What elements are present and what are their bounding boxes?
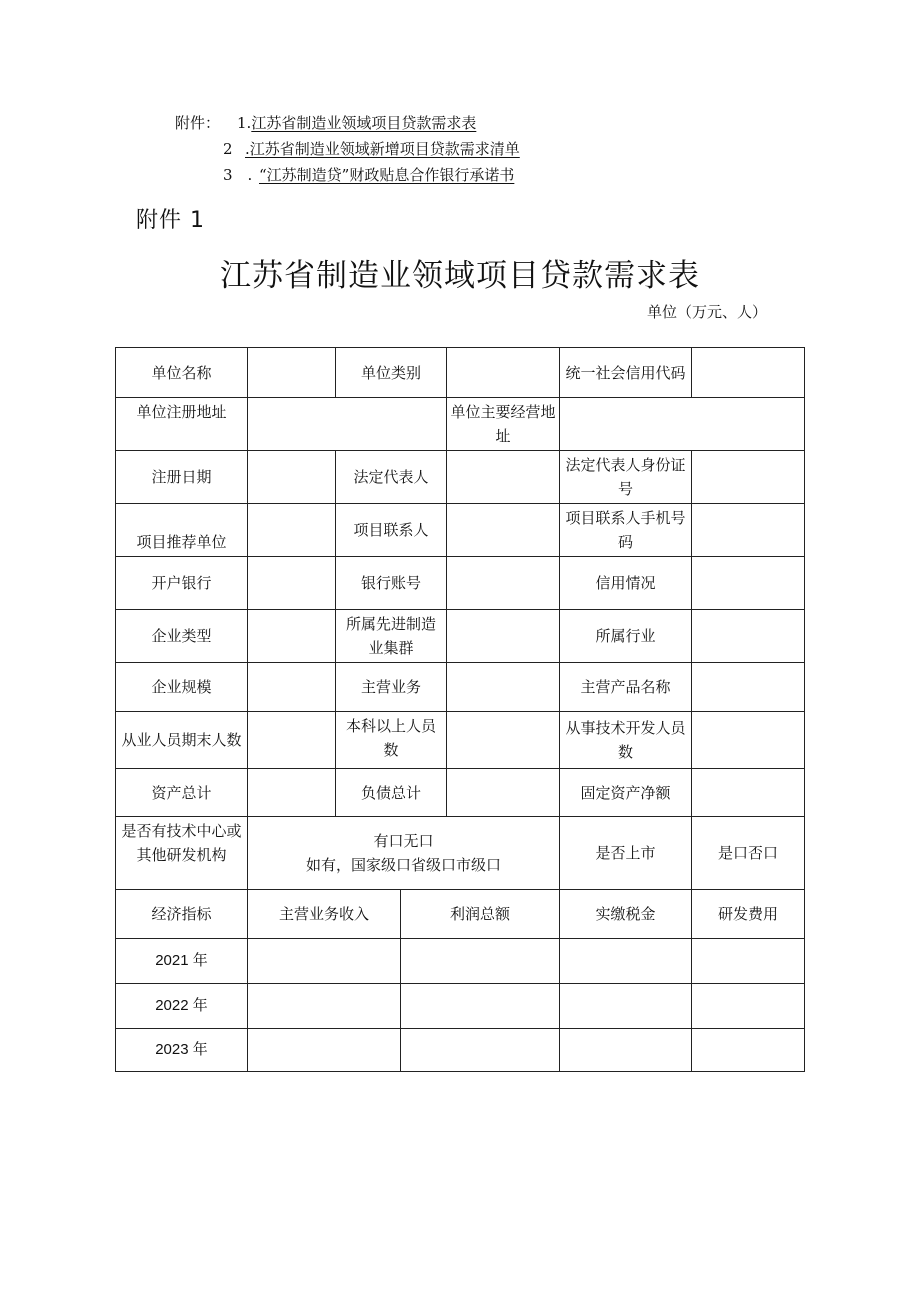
input-rd-2021[interactable] — [692, 939, 805, 984]
loan-demand-form — [115, 347, 805, 1072]
table-row — [116, 348, 805, 398]
input-account[interactable] — [447, 557, 560, 610]
year-label: 2022 年 — [116, 984, 248, 1029]
header-main-revenue: 主营业务收入 — [248, 890, 401, 939]
label-cluster: 所属先进制造业集群 — [336, 610, 447, 663]
label-registration-date: 注册日期 — [116, 451, 248, 504]
table-row — [116, 712, 805, 769]
input-fixed-assets[interactable] — [692, 769, 805, 817]
input-revenue-2022[interactable] — [248, 984, 401, 1029]
input-taxes-2023[interactable] — [560, 1029, 692, 1072]
table-row — [116, 939, 805, 984]
label-unit-name: 单位名称 — [116, 348, 248, 398]
input-taxes-2022[interactable] — [560, 984, 692, 1029]
table-row — [116, 504, 805, 557]
listed-options[interactable]: 是口否口 — [692, 817, 805, 890]
label-employees: 从业人员期末人数 — [116, 712, 248, 769]
label-credit-status: 信用情况 — [560, 557, 692, 610]
header-rd-expense: 研发费用 — [692, 890, 805, 939]
input-total-assets[interactable] — [248, 769, 336, 817]
header-total-profit: 利润总额 — [401, 890, 560, 939]
input-cluster[interactable] — [447, 610, 560, 663]
annex-label: 附件 1 — [136, 208, 205, 233]
label-rd-center: 是否有技术中心或其他研发机构 — [116, 817, 248, 890]
attachment-prefix: 附件： — [175, 114, 221, 132]
attachment-number: 1. — [237, 114, 252, 132]
label-contact-phone: 项目联系人手机号码 — [560, 504, 692, 557]
attachment-title[interactable]: 江苏省制造业领域项目贷款需求表 — [251, 114, 477, 132]
input-profit-2023[interactable] — [401, 1029, 560, 1072]
table-row — [116, 984, 805, 1029]
label-legal-rep: 法定代表人 — [336, 451, 447, 504]
attachment-list — [175, 110, 520, 188]
input-rd-staff[interactable] — [692, 712, 805, 769]
label-registered-address: 单位注册地址 — [116, 398, 248, 451]
attachment-number: 2 — [223, 140, 233, 158]
attachment-title[interactable]: “江苏制造贷”财政贴息合作银行承诺书 — [259, 166, 515, 184]
input-unit-type[interactable] — [447, 348, 560, 398]
input-rd-2023[interactable] — [692, 1029, 805, 1072]
label-listed: 是否上市 — [560, 817, 692, 890]
table-row — [116, 557, 805, 610]
label-main-address: 单位主要经营地址 — [447, 398, 560, 451]
attachment-item-2[interactable] — [175, 136, 520, 162]
input-profit-2022[interactable] — [401, 984, 560, 1029]
input-total-liabilities[interactable] — [447, 769, 560, 817]
rd-center-option-level[interactable]: 如有，国家级口省级口市级口 — [306, 856, 502, 874]
label-main-business: 主营业务 — [336, 663, 447, 712]
attachment-number: 3 . — [223, 166, 253, 184]
attachment-item-3[interactable] — [175, 162, 520, 188]
input-revenue-2023[interactable] — [248, 1029, 401, 1072]
year-label: 2023 年 — [116, 1029, 248, 1072]
label-total-assets: 资产总计 — [116, 769, 248, 817]
input-registration-date[interactable] — [248, 451, 336, 504]
input-registered-address[interactable] — [248, 398, 447, 451]
label-scale: 企业规模 — [116, 663, 248, 712]
label-rd-staff: 从事技术开发人员数 — [560, 712, 692, 769]
input-profit-2021[interactable] — [401, 939, 560, 984]
label-recommending-unit: 项目推荐单位 — [116, 504, 248, 557]
input-contact-person[interactable] — [447, 504, 560, 557]
input-unit-name[interactable] — [248, 348, 336, 398]
label-fixed-assets: 固定资产净额 — [560, 769, 692, 817]
input-legal-rep[interactable] — [447, 451, 560, 504]
table-row — [116, 398, 805, 451]
rd-center-options — [248, 817, 560, 890]
label-bachelor-plus: 本科以上人员数 — [336, 712, 447, 769]
label-account: 银行账号 — [336, 557, 447, 610]
table-row — [116, 451, 805, 504]
label-credit-code: 统一社会信用代码 — [560, 348, 692, 398]
input-enterprise-type[interactable] — [248, 610, 336, 663]
input-taxes-2021[interactable] — [560, 939, 692, 984]
page-title: 江苏省制造业领域项目贷款需求表 — [220, 258, 700, 294]
input-recommending-unit[interactable] — [248, 504, 336, 557]
label-main-product: 主营产品名称 — [560, 663, 692, 712]
label-legal-rep-id: 法定代表人身份证号 — [560, 451, 692, 504]
input-scale[interactable] — [248, 663, 336, 712]
rd-center-option-has[interactable]: 有口无口 — [373, 832, 434, 850]
year-label: 2021 年 — [116, 939, 248, 984]
header-taxes-paid: 实缴税金 — [560, 890, 692, 939]
input-contact-phone[interactable] — [692, 504, 805, 557]
input-credit-code[interactable] — [692, 348, 805, 398]
label-enterprise-type: 企业类型 — [116, 610, 248, 663]
input-employees[interactable] — [248, 712, 336, 769]
input-main-business[interactable] — [447, 663, 560, 712]
table-row — [116, 1029, 805, 1072]
table-row — [116, 817, 805, 890]
input-industry[interactable] — [692, 610, 805, 663]
input-credit-status[interactable] — [692, 557, 805, 610]
input-rd-2022[interactable] — [692, 984, 805, 1029]
attachment-item-1[interactable] — [175, 110, 520, 136]
header-indicator: 经济指标 — [116, 890, 248, 939]
label-industry: 所属行业 — [560, 610, 692, 663]
input-bank[interactable] — [248, 557, 336, 610]
input-legal-rep-id[interactable] — [692, 451, 805, 504]
unit-note: 单位（万元、人） — [646, 303, 767, 321]
label-bank: 开户银行 — [116, 557, 248, 610]
attachment-title[interactable]: .江苏省制造业领域新增项目贷款需求清单 — [245, 140, 520, 158]
table-row — [116, 890, 805, 939]
input-main-address[interactable] — [560, 398, 805, 451]
input-main-product[interactable] — [692, 663, 805, 712]
table-row — [116, 663, 805, 712]
label-contact-person: 项目联系人 — [336, 504, 447, 557]
table-row — [116, 610, 805, 663]
input-bachelor-plus[interactable] — [447, 712, 560, 769]
label-unit-type: 单位类别 — [336, 348, 447, 398]
label-total-liabilities: 负债总计 — [336, 769, 447, 817]
input-revenue-2021[interactable] — [248, 939, 401, 984]
table-row — [116, 769, 805, 817]
